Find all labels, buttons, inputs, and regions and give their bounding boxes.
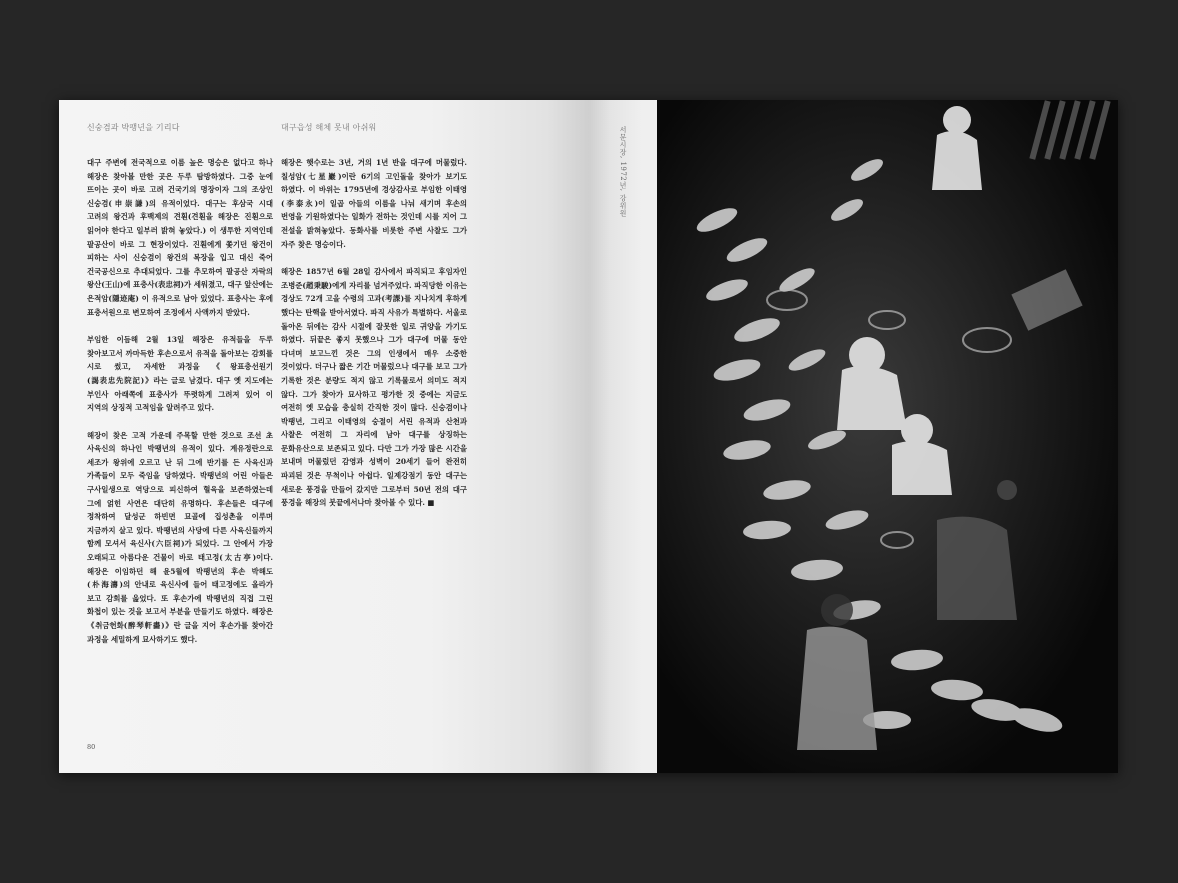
- market-photo: [657, 100, 1118, 773]
- column-2: [281, 122, 467, 524]
- column-1: [87, 122, 273, 660]
- section-heading-1: 신숭겸과 박팽년을 기리다: [87, 123, 180, 132]
- section-heading-2: 대구읍성 해체 못내 아쉬워: [281, 123, 377, 132]
- body-paragraph: 해장이 찾은 고적 가운데 주목할 만한 것으로 조선 초 사육신의 하나인 박팽년의 유적이 있다. 계유정란으로 세조가 왕위에 오르고 난 뒤 그에 반기를 든 사육신과 가족들이 모두 죽임을 당하였다. 박팽년의 어린 아들은 구사일생으로 역당으로 피신하여 혈육을 보존하였는데 그에 얽힌 사연은 대단히 유명하다. 후손들은 대구에 정착하여 달성군 하빈면 묘골에 집성촌을 이루며 지금까지 살고 있다. 박팽년의 사당에 다른 사육신들까지 함께 모셔서 육신사(六臣祠)가 되었다. 그 안에서 가장 오래되고 아름다운 건물이 바로 태고정(太古亭)이다. 해장은 이임하던 해 윤5월에 박팽년의 후손 박해도(朴海濤)의 안내로 육신사에 들어 태고정에도 올라가 보고 감회를 읊었다. 또 후손가에 박팽년의 직접 그린 화첩이 있는 것을 보고서 부분을 만들기도 하였다. 해장은 《취금헌화(醉琴軒畵)》란 글을 지어 후손가를 찾아간 과정을 세밀하게 묘사하기도 했다.: [87, 430, 273, 644]
- photo-caption: 서문시장, 1972년, 강위원: [619, 126, 627, 217]
- page-number: 80: [87, 743, 96, 751]
- market-photo-image: [657, 100, 1118, 773]
- body-paragraph: 해장은 햇수로는 3년, 거의 1년 반을 대구에 머물렀다. 칠성암(七星巖)이란 6기의 고인돌을 찾아가 보기도 하였다. 이 바위는 1795년에 경상감사로 부임한 이태영(李泰永)이 일곱 아들의 이름을 나눠 새기며 후손의 번영을 기원하였다는 일화가 전하는 것인데 시를 지어 그 전설을 밝혀놓았다. 동화사를 비롯한 주변 사찰도 그가 자주 찾은 명승이다.: [281, 158, 467, 249]
- left-page: [59, 100, 589, 773]
- body-paragraph: 부임한 이듬해 2월 13일 해장은 유적들을 두루 찾아보고서 까마득한 후손으로서 유적을 돌아보는 감회를 시로 썼고, 자세한 과정을 《왕표충선원기(謁表忠先院記)》라는 글로 남겼다. 대구 옛 지도에는 부인사 아래쪽에 표충사가 뚜렷하게 그려져 있어 이 지역의 상징적 고적임을 알려주고 있다.: [87, 335, 273, 413]
- body-paragraph: 해장은 1857년 6월 28일 감사에서 파직되고 후임자인 조병준(趙秉駿)에게 자리를 넘겨주었다. 파직당한 이유는 경상도 72개 고을 수령의 고과(考課)를 지나치게 후하게 했다는 탄핵을 받아서였다. 파직 사유가 특별하다. 서울로 돌아온 뒤에는 감사 시절에 잘못한 일로 귀양을 가기도 하였다. 뒤끝은 좋지 못했으나 그가 대구에 머물 동안 다녀며 보고느낀 것은 그의 인생에서 매우 소중한 것이었다. 더구나 짧은 기간 머물렀으나 대구를 보고 그가 기록한 것은 분량도 적지 않고 기록물로서 의미도 적지 않다. 그가 찾아가 묘사하고 평가한 것 중에는 지금도 여전히 옛 모습을 충실히 간직한 것이 많다. 신숭겸이나 박팽년, 그리고 이태영의 숭절이 서린 유적과 산천과 사찰은 여전히 그 자리에 남아 대구를 상징하는 문화유산으로 보존되고 있다. 다만 그가 가장 많은 시간을 보내며 머물렀던 감영과 성벽이 20세기 들어 완전히 파괴된 것은 무척이나 아쉽다. 일제강점기 동안 대구는 새로운 풍경을 만들어 갔지만 그로부터 50년 전의 대구 풍경을 해장의 붓끝에서나마 찾아볼 수 있다. ■: [281, 267, 467, 508]
- body-paragraph: 대구 주변에 전국적으로 이름 높은 명승은 없다고 하나 해장은 찾아볼 만한 곳은 두루 탐방하였다. 그중 눈에 뜨이는 곳이 바로 고려 건국기의 명장이자 그의 조상인 신숭겸(申崇謙)의 유적이었다. 대구는 후삼국 시대 고려의 왕건과 후백제의 견훤(견훤을 해장은 진훤으로 읽어야 한다고 일부러 밝혀 놓았다.) 이 생투한 지역인데 팔공산이 바로 그 현장이었다. 진훤에게 쫓기던 왕건이 피하는 사이 신숭겸이 왕건의 복장을 입고 대신 죽어 건국공신으로 추대되었다. 그를 추모하여 팔공산 자락의 왕산(王山)에 표충사(表忠祠)가 세워졌고, 대구 앞산에는 은적암(隱迹庵) 이 유적으로 남아 있었다. 표충사는 후에 표충서원으로 변모하여 조정에서 사액까지 받았다.: [87, 158, 273, 317]
- magazine-spread: [59, 100, 1118, 773]
